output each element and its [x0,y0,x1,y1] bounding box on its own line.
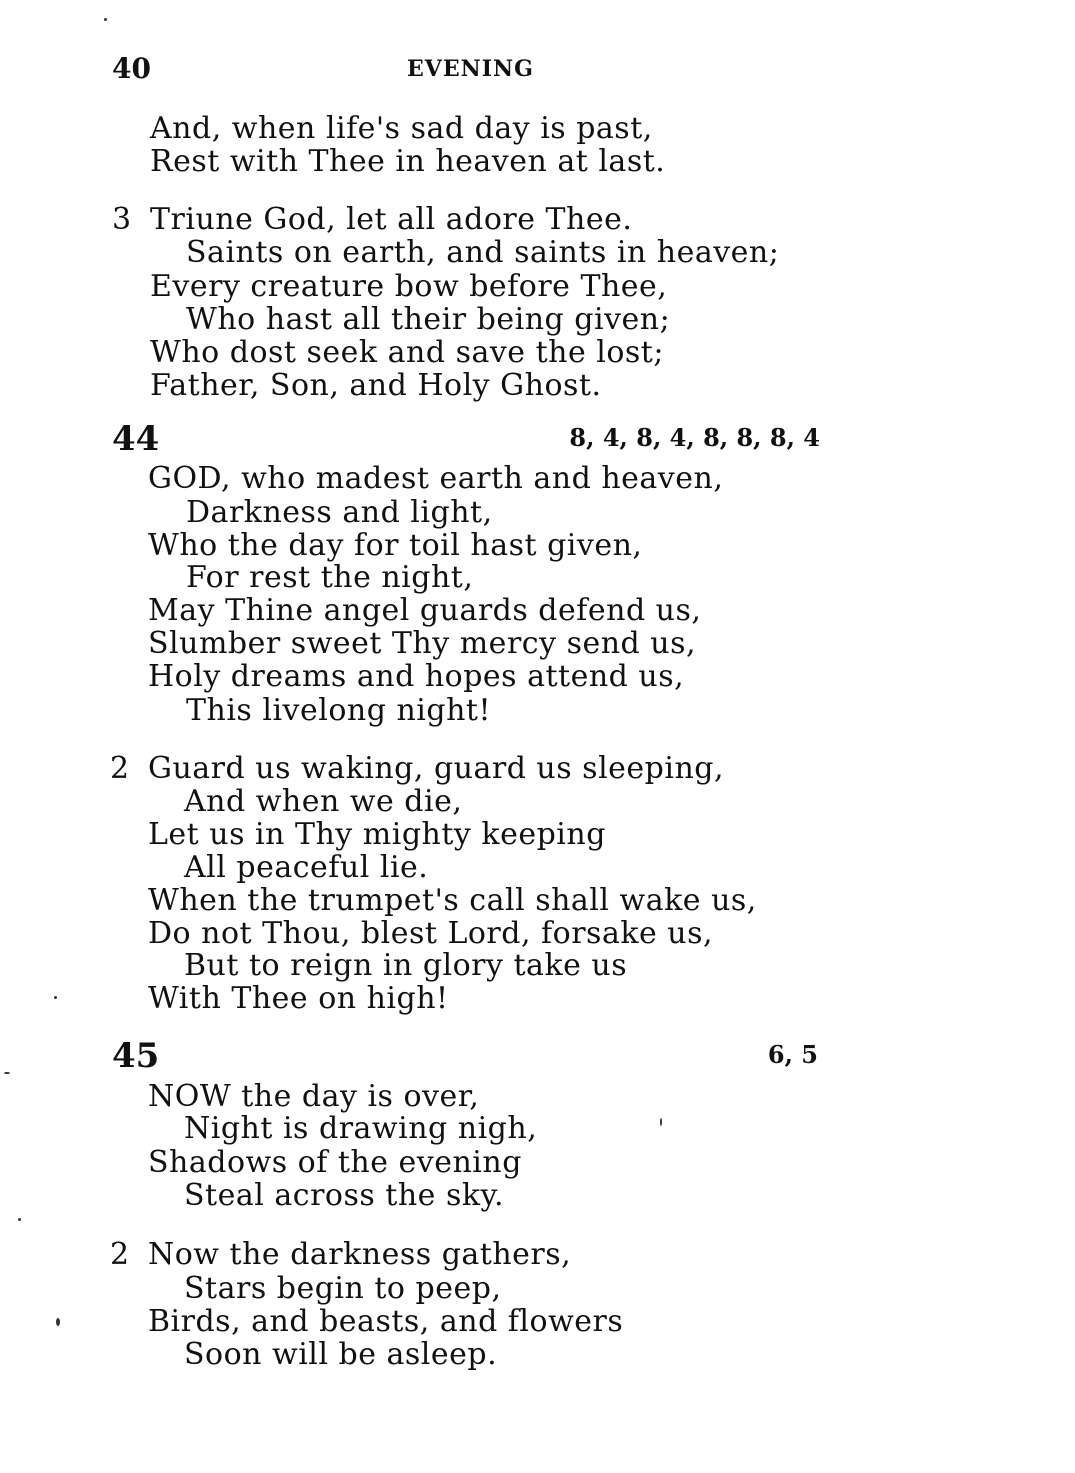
verse-line: Steal across the sky. [184,1178,505,1213]
verse-number: 2 [110,1237,130,1272]
scan-speck [56,1318,60,1326]
verse-line: Every creature bow before Thee, [150,269,668,304]
scan-speck [660,1118,662,1126]
verse-line: Who the day for toil hast given, [148,528,643,563]
verse-line: Who dost seek and save the lost; [150,335,664,370]
verse-line: Triune God, let all adore Thee. [150,202,633,237]
continued-line: Rest with Thee in heaven at last. [150,144,666,179]
verse-line: Shadows of the evening [148,1145,522,1180]
verse-line: With Thee on high! [148,981,449,1016]
verse-line: Darkness and light, [186,495,493,530]
verse-line: For rest the night, [186,560,474,595]
hymn-meter: 8, 4, 8, 4, 8, 8, 8, 4 [569,423,820,452]
verse-line: Holy dreams and hopes attend us, [148,659,685,694]
verse-line: NOW the day is over, [148,1079,480,1114]
hymn-meter: 6, 5 [767,1040,818,1069]
verse-line: Now the darkness gathers, [148,1237,572,1272]
verse-line: May Thine angel guards defend us, [148,593,702,628]
verse-line: Stars begin to peep, [184,1271,502,1306]
verse-line: Night is drawing nigh, [184,1111,538,1146]
verse-line: When the trumpet's call shall wake us, [148,883,757,918]
hymn-number: 44 [112,419,160,459]
hymn-number: 45 [112,1036,160,1076]
verse-line: Do not Thou, blest Lord, forsake us, [148,916,714,951]
verse-line: GOD, who madest earth and heaven, [148,461,724,496]
verse-line: And when we die, [184,784,463,819]
scan-speck [18,1218,21,1221]
verse-line: Slumber sweet Thy mercy send us, [148,626,697,661]
verse-line: Let us in Thy mighty keeping [148,817,606,852]
verse-line: Father, Son, and Holy Ghost. [150,368,602,403]
verse-line: Guard us waking, guard us sleeping, [148,751,725,786]
scan-speck [104,18,107,21]
verse-line: Soon will be asleep. [184,1337,498,1372]
page-number: 40 [112,52,151,85]
verse-number: 2 [110,751,130,786]
continued-line: And, when life's sad day is past, [150,111,653,146]
running-head: EVENING [407,56,534,82]
verse-line: This livelong night! [186,693,492,728]
verse-line: Saints on earth, and saints in heaven; [186,235,780,270]
verse-line: Who hast all their being given; [186,302,671,337]
verse-number: 3 [112,202,132,237]
verse-line: All peaceful lie. [184,850,429,885]
verse-line: Birds, and beasts, and flowers [148,1304,624,1339]
verse-line: But to reign in glory take us [184,948,628,983]
page-header [112,52,832,88]
scan-speck [4,1072,10,1074]
scan-speck [54,996,57,999]
